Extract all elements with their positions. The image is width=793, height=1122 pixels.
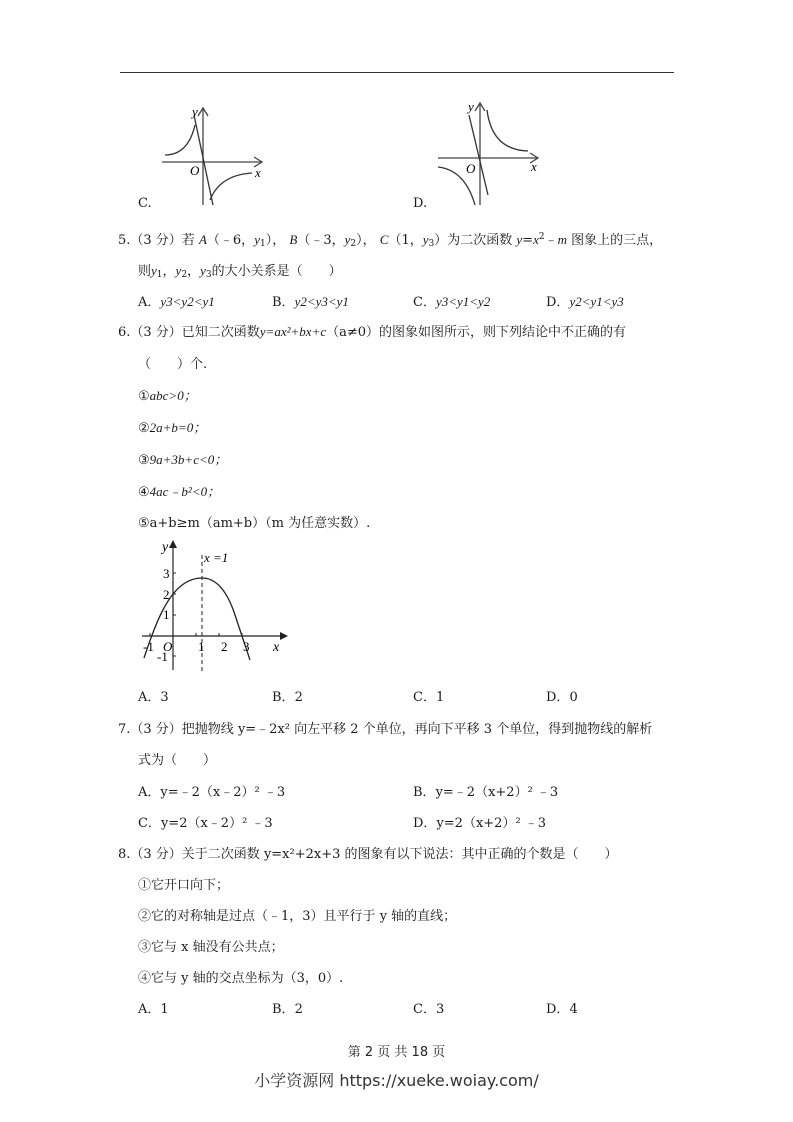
q8-statement-3: ③它与 x 轴没有公共点； bbox=[138, 940, 284, 955]
q5-stem-line2: 则$y_1$，$y_2$，$y_3$的大小关系是（ ） bbox=[138, 263, 342, 280]
q8-option-b[interactable]: B．2 bbox=[272, 1002, 303, 1017]
q7-stem-line2: 式为（ ） bbox=[138, 753, 217, 768]
q6-statement-2: ②2a+b=0； bbox=[138, 420, 207, 436]
axis-x-label: x bbox=[273, 640, 280, 655]
axis-y-label: y bbox=[468, 99, 474, 114]
q7-option-a[interactable]: A．y=﹣2（x﹣2）² ﹣3 bbox=[138, 785, 286, 800]
q6-statement-5: ⑤a+b≥m（am+b）（m 为任意实数）. bbox=[138, 516, 371, 531]
header-rule bbox=[120, 72, 674, 73]
q4-graph-d bbox=[430, 95, 550, 210]
q4-option-c-label: C. bbox=[138, 196, 152, 211]
q8-option-d[interactable]: D．4 bbox=[546, 1002, 578, 1017]
axis-x-label: x bbox=[255, 165, 261, 180]
y-tick-label: -1 bbox=[157, 649, 168, 664]
x-tick-label: 1 bbox=[198, 639, 205, 654]
x-tick-label: -1 bbox=[143, 639, 154, 654]
q8-statement-4: ④它与 y 轴的交点坐标为（3，0）. bbox=[138, 971, 344, 986]
q6-option-b[interactable]: B．2 bbox=[272, 690, 303, 705]
q6-parabola-graph bbox=[130, 530, 300, 680]
q5-option-a[interactable]: A．y3<y2<y1 bbox=[138, 294, 215, 310]
q6-option-d[interactable]: D．0 bbox=[546, 690, 578, 705]
parabola-curve bbox=[144, 578, 250, 660]
q8-statement-1: ①它开口向下； bbox=[138, 878, 230, 893]
watermark-link[interactable]: 小学资源网 https://xueke.woiay.com/ bbox=[254, 1071, 539, 1090]
hyperbola-branch bbox=[165, 125, 195, 155]
q6-statement-3: ③9a+3b+c<0； bbox=[138, 452, 228, 468]
q6-statement-1: ①abc>0； bbox=[138, 388, 197, 404]
hyperbola-branch bbox=[487, 110, 528, 151]
line-graph bbox=[469, 115, 488, 195]
axis-y-label: y bbox=[162, 540, 169, 555]
q6-stem-line1: 6.（3 分）已知二次函数y=ax²+bx+c（a≠0）的图象如图所示，则下列结论中不正确的有 bbox=[118, 324, 627, 340]
q8-stem-line1: 8.（3 分）关于二次函数 y=x²+2x+3 的图象有以下说法：其中正确的个数是（ ） bbox=[118, 847, 618, 862]
x-tick-label: 3 bbox=[243, 639, 250, 654]
origin-label: O bbox=[190, 163, 200, 178]
q7-stem-line1: 7.（3 分）把抛物线 y=﹣2x² 向左平移 2 个单位，再向下平移 3 个单位，得到抛物线的解析 bbox=[118, 722, 653, 737]
q8-statement-2: ②它的对称轴是过点（﹣1，3）且平行于 y 轴的直线； bbox=[138, 909, 457, 924]
q6-option-a[interactable]: A．3 bbox=[138, 690, 169, 705]
axis-x-label: x bbox=[531, 159, 537, 174]
q4-graph-c bbox=[150, 95, 270, 210]
hyperbola-branch bbox=[210, 173, 252, 200]
q6-stem-line2: （ ）个. bbox=[138, 357, 208, 372]
q7-option-b[interactable]: B．y=﹣2（x+2）² ﹣3 bbox=[413, 785, 559, 800]
q5-option-d[interactable]: D．y2<y1<y3 bbox=[546, 294, 624, 310]
axis-y-label: y bbox=[192, 104, 198, 119]
symmetry-label: x =1 bbox=[204, 550, 229, 565]
y-axis-arrow-icon bbox=[169, 540, 177, 548]
origin-label: O bbox=[163, 639, 173, 654]
q7-option-c[interactable]: C．y=2（x﹣2）² ﹣3 bbox=[138, 816, 273, 831]
x-tick-label: 2 bbox=[221, 639, 228, 654]
origin-label: O bbox=[466, 161, 476, 176]
q7-option-d[interactable]: D．y=2（x+2）² ﹣3 bbox=[413, 816, 547, 831]
q4-option-d-label: D. bbox=[413, 196, 428, 211]
q8-option-c[interactable]: C．3 bbox=[413, 1002, 445, 1017]
q5-option-c[interactable]: C．y3<y1<y2 bbox=[413, 294, 491, 310]
y-tick-label: 2 bbox=[163, 587, 170, 602]
y-tick-label: 3 bbox=[163, 566, 170, 581]
y-tick-label: 1 bbox=[163, 607, 170, 622]
q6-statement-4: ④4ac﹣b²<0； bbox=[138, 484, 221, 500]
q6-option-c[interactable]: C．1 bbox=[413, 690, 445, 705]
x-axis-arrow-icon bbox=[280, 632, 288, 640]
page-footer: 第 2 页 共 18 页 bbox=[347, 1045, 446, 1060]
q5-stem-line1: 5.（3 分）若 A（﹣6，$y_1$）， B（﹣3，$y_2$）， C（1，$y_3$）为二次函数 $y=x^2﹣m$ 图象上的三点， bbox=[118, 232, 663, 249]
q8-option-a[interactable]: A．1 bbox=[138, 1002, 169, 1017]
q5-option-b[interactable]: B．y2<y3<y1 bbox=[272, 294, 349, 310]
